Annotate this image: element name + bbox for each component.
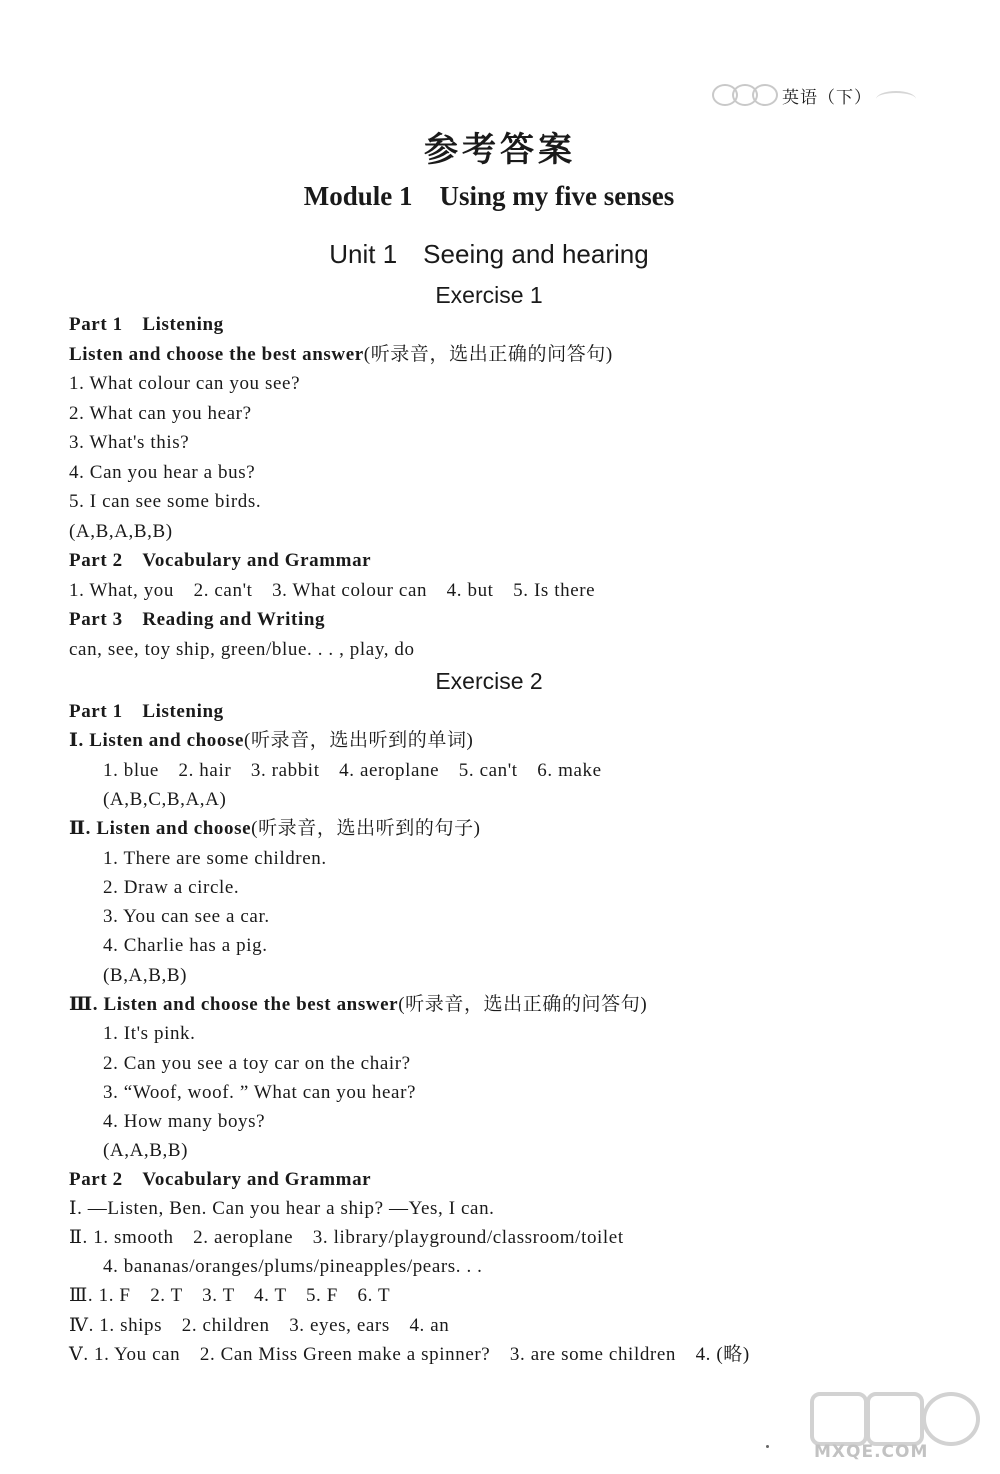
ex2-s2-label-en: Ⅱ. Listen and choose [69, 818, 252, 839]
ex2-vocab-5: Ⅴ. 1. You can 2. Can Miss Green make a spinner? 3. are some children 4. (略) [69, 1344, 750, 1365]
ex2-s3-label-en: Ⅲ. Listen and choose the best answer [69, 994, 399, 1015]
ex2-vocab-1: Ⅰ. —Listen, Ben. Can you hear a ship? —Yes, I can. [69, 1198, 495, 1219]
ex2-s1-answers: (A,B,C,B,A,A) [103, 789, 227, 810]
list-item: 1. It's pink. [103, 1023, 196, 1044]
list-item: 5. I can see some birds. [69, 491, 262, 512]
ex2-vocab-3: Ⅲ. 1. F 2. T 3. T 4. T 5. F 6. T [69, 1285, 391, 1306]
list-item: 3. “Woof, woof. ” What can you hear? [103, 1082, 417, 1103]
ex1-part1-instruction [69, 342, 613, 368]
ex2-s1-label-en: Ⅰ. Listen and choose [69, 730, 245, 751]
ex1-part3-answers: can, see, toy ship, green/blue. . . , play, do [69, 639, 415, 660]
ex2-section-1-label [69, 728, 474, 754]
list-item: 1. There are some children. [103, 848, 327, 869]
ex2-s2-label-cn: (听录音，选出听到的句子) [251, 818, 481, 839]
list-item: 2. Can you see a toy car on the chair? [103, 1053, 411, 1074]
ex2-s1-label-cn: (听录音，选出听到的单词) [244, 730, 474, 751]
ex2-part2-heading: Part 2 Vocabulary and Grammar [69, 1169, 372, 1190]
ex2-vocab-2: Ⅱ. 1. smooth 2. aeroplane 3. library/playground/classroom/toilet [69, 1227, 624, 1248]
ex2-s1-items: 1. blue 2. hair 3. rabbit 4. aeroplane 5. can't 6. make [103, 760, 602, 781]
ex2-s3-label-cn: (听录音，选出正确的问答句) [398, 994, 648, 1015]
exercise-2-heading: Exercise 2 [435, 668, 543, 694]
ex1-part2-heading: Part 2 Vocabulary and Grammar [69, 550, 372, 571]
list-item: 1. What colour can you see? [69, 373, 301, 394]
page-title: 参考答案 [424, 130, 576, 170]
module-title: Module 1 Using my five senses [303, 181, 675, 211]
page-speck [766, 1445, 769, 1448]
ex1-part3-heading: Part 3 Reading and Writing [69, 609, 326, 630]
ex2-vocab-4: Ⅳ. 1. ships 2. children 3. eyes, ears 4. an [69, 1315, 450, 1336]
list-item: 3. What's this? [69, 432, 190, 453]
ex2-vocab-2-cont: 4. bananas/oranges/plums/pineapples/pears. . . [103, 1256, 483, 1277]
list-item: 4. How many boys? [103, 1111, 266, 1132]
exercise-1-heading: Exercise 1 [435, 282, 543, 308]
header-subject: 英语（下） [782, 87, 872, 108]
header-decoration-icon [712, 84, 778, 106]
ex1-part1-answers: (A,B,A,B,B) [69, 521, 173, 542]
page-header-tag [712, 80, 916, 110]
list-item: 2. Draw a circle. [103, 877, 240, 898]
list-item: 4. Can you hear a bus? [69, 462, 256, 483]
ex1-part1-instruction-cn: (听录音，选出正确的问答句) [363, 344, 613, 365]
unit-title: Unit 1 Seeing and hearing [329, 239, 649, 269]
watermark-text: MXQE.COM [814, 1442, 929, 1462]
ex2-section-2-label [69, 816, 481, 842]
watermark-logo [808, 1392, 978, 1464]
header-swirl-icon [876, 91, 916, 107]
ex2-section-3-label [69, 992, 647, 1018]
ex2-s2-answers: (B,A,B,B) [103, 965, 188, 986]
ex1-part1-instruction-en: Listen and choose the best answer [69, 344, 364, 365]
ex1-part2-answers: 1. What, you 2. can't 3. What colour can 4. but 5. Is there [69, 580, 596, 601]
ex2-s3-answers: (A,A,B,B) [103, 1140, 189, 1161]
list-item: 2. What can you hear? [69, 403, 252, 424]
ex2-part1-heading: Part 1 Listening [69, 701, 224, 722]
ex1-part1-heading: Part 1 Listening [69, 314, 224, 335]
list-item: 3. You can see a car. [103, 906, 270, 927]
list-item: 4. Charlie has a pig. [103, 935, 268, 956]
